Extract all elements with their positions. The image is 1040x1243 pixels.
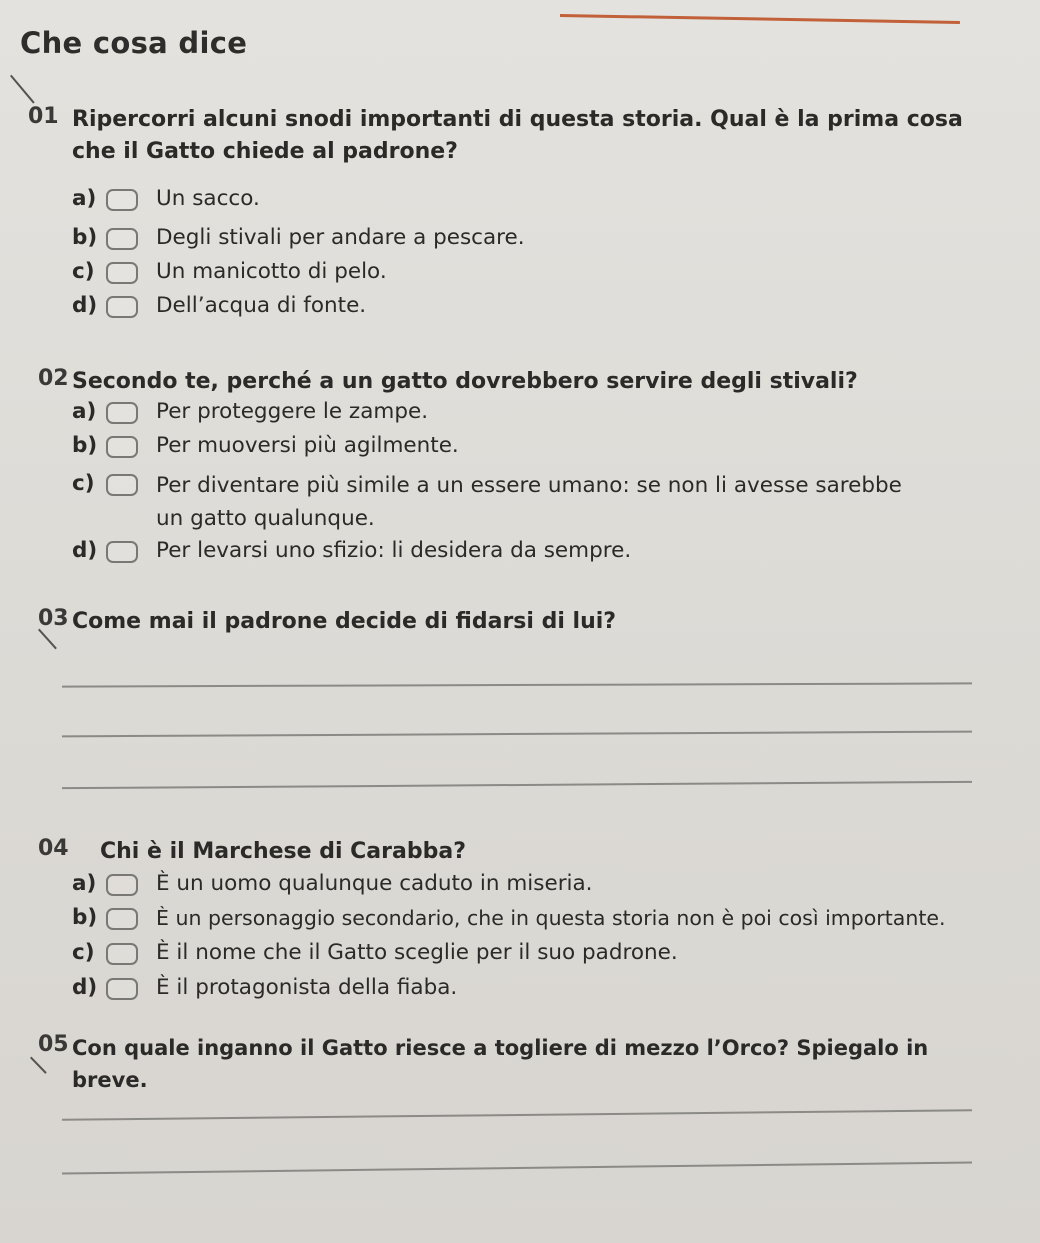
checkbox[interactable] (106, 908, 138, 930)
question-number: 01 (28, 104, 59, 129)
option-text: È un uomo qualunque caduto in miseria. (156, 871, 593, 896)
option-text: È il protagonista della fiaba. (156, 975, 458, 1000)
question-text: Con quale inganno il Gatto riesce a togliere di mezzo l’Orco? Spiegalo in breve. (72, 1036, 929, 1092)
option-04-c (72, 938, 972, 970)
answer-line[interactable] (62, 1161, 972, 1174)
question-text: Ripercorri alcuni snodi importanti di questa storia. Qual è la prima cosa che il Gatto chiede al padrone? (72, 107, 963, 164)
answer-line[interactable] (62, 731, 972, 738)
question-number: 02 (38, 366, 69, 391)
option-letter: a) (72, 871, 97, 896)
checkbox[interactable] (106, 978, 138, 1000)
option-text: Un sacco. (156, 186, 260, 211)
checkbox[interactable] (106, 228, 138, 250)
option-text: Degli stivali per andare a pescare. (156, 225, 525, 250)
margin-tick-mark (30, 1057, 47, 1074)
option-letter: c) (72, 940, 95, 965)
option-01-c (72, 257, 972, 289)
option-text: Per diventare più simile a un essere umano: se non li avesse sarebbe un gatto qualunque. (156, 473, 902, 531)
option-text: Per levarsi uno sfizio: li desidera da sempre. (156, 538, 632, 563)
page-title: Che cosa dice (20, 26, 248, 60)
option-letter: a) (72, 399, 97, 424)
option-text: Per muoversi più agilmente. (156, 433, 459, 458)
question-number: 04 (38, 836, 69, 861)
question-number: 05 (38, 1032, 69, 1057)
option-02-c (72, 469, 912, 533)
option-text: Un manicotto di pelo. (156, 259, 387, 284)
checkbox[interactable] (106, 189, 138, 211)
checkbox[interactable] (106, 436, 138, 458)
checkbox[interactable] (106, 296, 138, 318)
option-text: Per proteggere le zampe. (156, 399, 429, 424)
question-text: Come mai il padrone decide di fidarsi di lui? (72, 609, 617, 634)
option-letter: c) (72, 259, 95, 284)
option-01-d (72, 291, 972, 323)
option-letter: b) (72, 905, 98, 930)
margin-tick-mark (38, 629, 57, 650)
option-01-b (72, 223, 972, 255)
option-01-a (72, 184, 972, 216)
margin-tick-mark (10, 75, 35, 104)
option-text: È un personaggio secondario, che in questa storia non è poi così importante. (156, 906, 946, 930)
option-text: È il nome che il Gatto sceglie per il suo padrone. (156, 940, 678, 965)
option-04-a (72, 869, 972, 901)
option-letter: c) (72, 471, 95, 496)
question-text: Secondo te, perché a un gatto dovrebbero servire degli stivali? (72, 369, 858, 394)
checkbox[interactable] (106, 262, 138, 284)
option-letter: b) (72, 433, 98, 458)
option-text: Dell’acqua di fonte. (156, 293, 367, 318)
checkbox[interactable] (106, 943, 138, 965)
answer-line[interactable] (62, 682, 972, 687)
option-letter: d) (72, 538, 98, 563)
checkbox[interactable] (106, 874, 138, 896)
option-04-b (72, 903, 992, 935)
checkbox[interactable] (106, 474, 138, 496)
option-letter: a) (72, 186, 97, 211)
option-02-b (72, 431, 972, 463)
option-02-a (72, 397, 972, 429)
option-02-d (72, 536, 972, 568)
question-number: 03 (38, 606, 69, 631)
question-text: Chi è il Marchese di Carabba? (100, 839, 466, 864)
option-04-d (72, 973, 972, 1005)
header-accent-line (560, 14, 960, 24)
checkbox[interactable] (106, 541, 138, 563)
option-letter: d) (72, 975, 98, 1000)
answer-line[interactable] (62, 781, 972, 789)
option-letter: b) (72, 225, 98, 250)
option-letter: d) (72, 293, 98, 318)
checkbox[interactable] (106, 402, 138, 424)
answer-line[interactable] (62, 1109, 972, 1121)
